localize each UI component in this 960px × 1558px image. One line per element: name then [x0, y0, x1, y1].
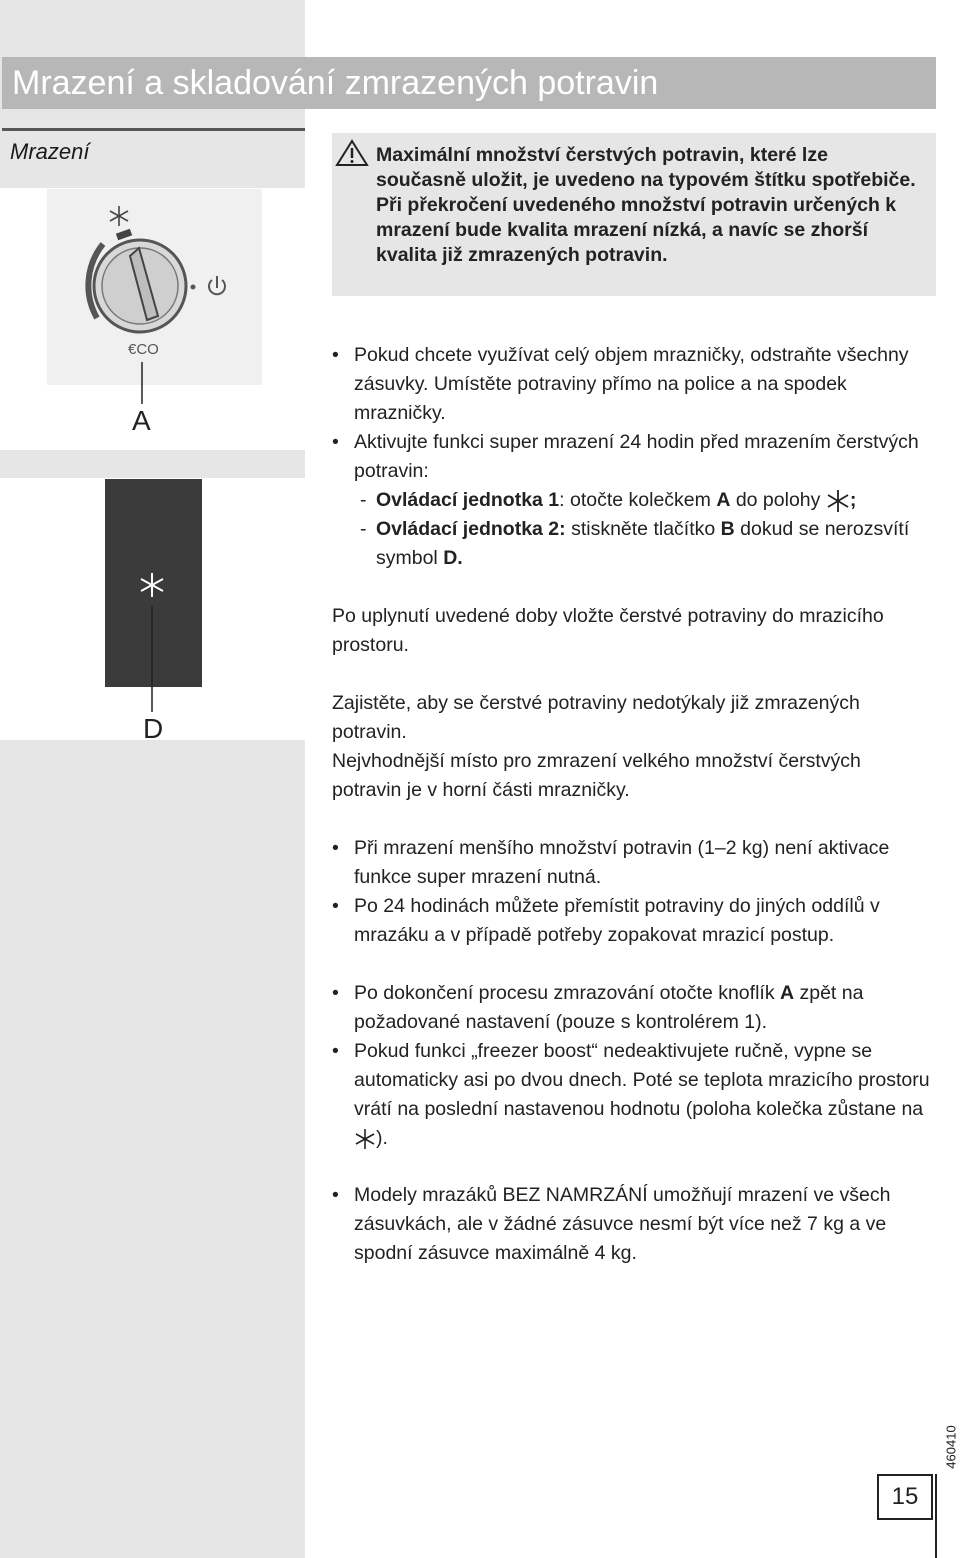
page-number: 15	[877, 1474, 933, 1520]
list-item-text: Po 24 hodinách můžete přemístit potraviny do jiných oddílů v mrazáku a v případě potřeby zopakovat mrazicí postup.	[354, 895, 880, 946]
warning-triangle-icon	[335, 139, 369, 167]
sub-bold-letter: D.	[443, 547, 463, 569]
list-item-text: Po dokončení procesu zmrazování otočte knoflík	[354, 982, 780, 1004]
section-label: Mrazení	[10, 139, 90, 164]
sub-bold-letter: A	[716, 489, 731, 511]
list-item	[332, 428, 932, 486]
sub-text: stiskněte tlačítko	[565, 518, 721, 540]
document-code: 460410	[943, 1425, 959, 1469]
bullet-dot: •	[332, 837, 339, 859]
bullet-list-2	[332, 834, 932, 950]
sub-text: do polohy	[730, 489, 826, 511]
bullet-list-3	[332, 979, 932, 1153]
list-item-text: Pokud funkci „freezer boost“ nedeaktivujete ručně, vypne se automaticky asi po dvou dnech. Poté se teplota mrazicího prostoru vrátí na poslední nastavenou hodnotu (poloha kolečka zůstane na	[354, 1040, 930, 1120]
sub-bold-label: Ovládací jednotka 1	[376, 489, 560, 511]
paragraph: Zajistěte, aby se čerstvé potraviny nedotýkaly již zmrazených potravin.	[332, 692, 860, 743]
bullet-dot: •	[332, 431, 339, 453]
bullet-dot: •	[332, 895, 339, 917]
snowflake-icon	[354, 1128, 376, 1150]
list-item-text: Pokud chcete využívat celý objem mrazničky, odstraňte všechny zásuvky. Umístěte potraviny přímo na police a na spodek mrazničky.	[354, 344, 909, 424]
bullet-dot: •	[332, 1184, 339, 1206]
sub-dash: -	[360, 489, 367, 511]
list-item	[332, 892, 932, 950]
snowflake-icon	[141, 573, 163, 597]
list-item-text: Modely mrazáků BEZ NAMRZÁNÍ umožňují mrazení ve všech zásuvkách, ale v žádné zásuvce nesmí být více než 7 kg a ve spodní zásuvce maximálně 4 kg.	[354, 1184, 891, 1264]
bullet-dot: •	[332, 344, 339, 366]
page-number-rule	[935, 1474, 937, 1558]
bullet-list-1	[332, 341, 932, 486]
warning-text: Maximální množství čerstvých potravin, které lze současně uložit, je uvedeno na typovém štítku spotřebiče. Při překročení uvedeného množství potravin určených k mrazení bude kvalita mrazení nízká, a navíc se zhorší kvalita již zmrazených potravin.	[376, 144, 916, 266]
paragraph: Nejvhodnější místo pro zmrazení velkého množství čerstvých potravin je v horní části mrazničky.	[332, 750, 861, 801]
sub-item-control-unit-1	[354, 486, 934, 573]
page-title: Mrazení a skladování zmrazených potravin	[2, 57, 936, 109]
callout-label-a: A	[132, 405, 151, 436]
list-item	[332, 1037, 932, 1153]
sub-text: dokud se nerozsvítí symbol	[376, 518, 910, 569]
sub-bold-label: Ovládací jednotka 2:	[376, 518, 566, 540]
sub-bold-letter: B	[720, 518, 735, 540]
bullet-dot: •	[332, 982, 339, 1004]
callout-label-d: D	[143, 713, 164, 744]
list-item-text: Při mrazení menšího množství potravin (1–2 kg) není aktivace funkce super mrazení nutná.	[354, 837, 890, 888]
sub-text: : otočte kolečkem	[559, 489, 717, 511]
list-item	[332, 341, 932, 428]
list-item-bold: A	[779, 982, 795, 1004]
paragraph: Po uplynutí uvedené doby vložte čerstvé potraviny do mrazicího prostoru.	[332, 605, 884, 656]
list-item	[332, 979, 932, 1037]
eco-label: €CO	[128, 341, 159, 358]
bullet-dot: •	[332, 1040, 339, 1062]
snowflake-icon	[826, 489, 850, 513]
list-item-text: ).	[376, 1127, 388, 1149]
sub-dash: -	[360, 518, 367, 540]
list-item-text: Aktivujte funkci super mrazení 24 hodin před mrazením čerstvých potravin:	[354, 431, 919, 482]
bullet-list-4	[332, 1181, 932, 1268]
sub-end: ;	[849, 489, 857, 511]
list-item-text: zpět na požadované nastavení (pouze s kontrolérem 1).	[354, 982, 864, 1033]
list-item	[332, 834, 932, 892]
figure-display-drawings	[0, 0, 305, 760]
list-item	[332, 1181, 932, 1268]
